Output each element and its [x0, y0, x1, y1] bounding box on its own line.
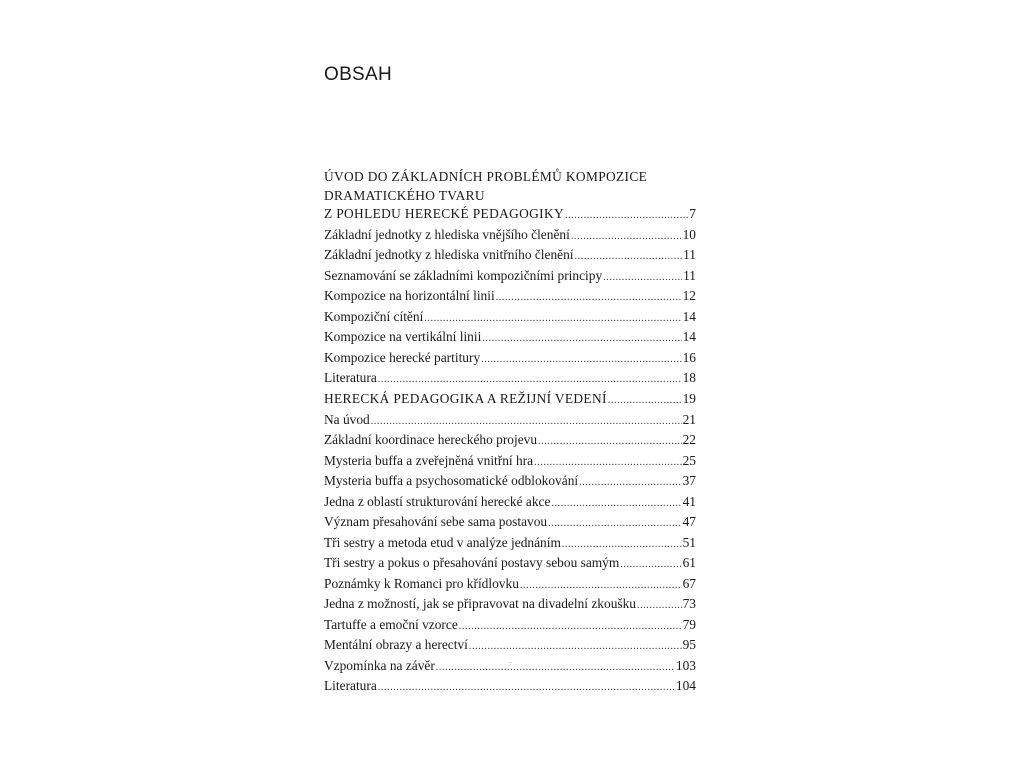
toc-entry[interactable] — [324, 328, 696, 349]
toc-entry-label: Z POHLEDU HERECKÉ PEDAGOGIKY — [324, 206, 565, 221]
leader-dots — [481, 351, 681, 370]
toc-entry-label: Kompozice na vertikální linii — [324, 329, 482, 344]
toc-entry[interactable] — [324, 246, 696, 267]
toc-entry-page: 103 — [675, 657, 696, 673]
toc-entry-label: Literatura — [324, 678, 377, 693]
leader-dots — [571, 228, 682, 247]
toc-entry-label: Základní jednotky z hlediska vnějšího členění — [324, 226, 570, 242]
leader-dots — [496, 289, 682, 308]
toc-entry-page: 19 — [682, 391, 696, 406]
leader-dots — [459, 618, 682, 637]
toc-entry[interactable] — [324, 226, 696, 247]
leader-dots — [565, 207, 688, 226]
leader-dots — [608, 392, 682, 411]
toc-entry-page: 73 — [682, 596, 696, 611]
toc-entry-page: 7 — [689, 206, 696, 221]
toc-entry-label: Mentální obrazy a herectví — [324, 637, 468, 652]
leader-dots — [579, 474, 681, 493]
toc-entry-label: Kompozice na horizontální linii — [324, 288, 495, 303]
toc-entry-label: Kompoziční cítění — [324, 308, 424, 324]
toc-entry[interactable] — [324, 287, 696, 308]
toc-entry[interactable] — [324, 616, 696, 637]
toc-entry-page: 14 — [682, 329, 696, 344]
toc-entry-label: Literatura — [324, 370, 377, 385]
toc-section-1 — [324, 168, 696, 390]
toc-entry-page: 14 — [682, 308, 696, 324]
leader-dots — [424, 310, 681, 329]
leader-dots — [378, 371, 682, 390]
toc-entry-page: 16 — [682, 349, 696, 365]
toc-entry[interactable] — [324, 267, 696, 288]
toc-entry[interactable] — [324, 554, 696, 575]
toc-entry-page: 10 — [682, 226, 696, 242]
toc-entry-page: 18 — [682, 370, 696, 385]
leader-dots — [551, 495, 681, 514]
leader-dots — [534, 454, 682, 473]
toc-entry[interactable] — [324, 349, 696, 370]
leader-dots — [620, 556, 681, 575]
toc-entry-label: Mysteria buffa a zveřejněná vnitřní hra — [324, 452, 534, 468]
section-heading-line: ÚVOD DO ZÁKLADNÍCH PROBLÉMŮ KOMPOZICE — [324, 169, 648, 184]
toc-entry-label: Základní koordinace hereckého projevu — [324, 432, 538, 447]
toc-entry-label: Na úvod — [324, 411, 370, 427]
toc-entry[interactable] — [324, 369, 696, 390]
leader-dots — [520, 577, 682, 596]
page-title: OBSAH — [324, 64, 393, 85]
leader-dots — [548, 515, 681, 534]
toc-entry[interactable] — [324, 452, 696, 473]
toc-entry[interactable] — [324, 472, 696, 493]
toc-entry[interactable] — [324, 575, 696, 596]
toc-entry-label: Jedna z oblastí strukturování herecké akce — [324, 493, 551, 509]
toc-entry-label: HERECKÁ PEDAGOGIKA A REŽIJNÍ VEDENÍ — [324, 391, 607, 406]
leader-dots — [378, 679, 675, 698]
toc-entry[interactable] — [324, 431, 696, 452]
toc-entry-label: Tři sestry a metoda etud v analýze jednáním — [324, 534, 561, 550]
toc-entry-page: 95 — [682, 637, 696, 652]
leader-dots — [637, 597, 682, 616]
leader-dots — [482, 330, 681, 349]
toc-entry-page: 22 — [682, 432, 696, 447]
toc-entry-label: Seznamování se základními kompozičními principy — [324, 267, 603, 283]
toc-entry[interactable] — [324, 411, 696, 432]
toc-entry-page: 61 — [682, 555, 696, 570]
toc-entry[interactable] — [324, 677, 696, 698]
leader-dots — [603, 269, 682, 288]
leader-dots — [562, 536, 682, 555]
toc-entry-page: 37 — [682, 473, 696, 488]
toc-entry-page: 11 — [683, 267, 696, 283]
toc-entry-page: 11 — [683, 247, 696, 262]
toc-entry-label: Tři sestry a pokus o přesahování postavy sebou samým — [324, 555, 620, 570]
toc-entry-page: 79 — [682, 616, 696, 632]
toc-entry[interactable] — [324, 205, 696, 226]
toc-entry-label: Kompozice herecké partitury — [324, 349, 481, 365]
toc-entry-label: Poznámky k Romanci pro křídlovku — [324, 575, 519, 591]
section-heading-line: DRAMATICKÉHO TVARU — [324, 187, 485, 203]
toc-entry-page: 41 — [682, 493, 696, 509]
toc-entry-page: 104 — [675, 678, 696, 693]
leader-dots — [436, 659, 675, 678]
scan-speck — [509, 662, 512, 663]
toc-entry[interactable] — [324, 636, 696, 657]
toc-entry-label: Význam přesahování sebe sama postavou — [324, 514, 548, 529]
toc-entry-label: Jedna z možností, jak se připravovat na divadelní zkoušku — [324, 596, 636, 611]
toc-entry-page: 47 — [682, 514, 696, 529]
toc-entry-page: 25 — [682, 452, 696, 468]
toc-entry-label: Základní jednotky z hlediska vnitřního členění — [324, 247, 574, 262]
toc-entry-label: Mysteria buffa a psychosomatické odblokování — [324, 473, 579, 488]
leader-dots — [575, 248, 683, 267]
toc-entry-label: Tartuffe a emoční vzorce — [324, 616, 458, 632]
toc-entry[interactable] — [324, 493, 696, 514]
leader-dots — [538, 433, 682, 452]
toc-entry[interactable] — [324, 534, 696, 555]
toc-entry-page: 67 — [682, 575, 696, 591]
toc-section-2 — [324, 390, 696, 698]
toc-entry[interactable] — [324, 513, 696, 534]
toc-entry[interactable] — [324, 595, 696, 616]
toc-entry[interactable] — [324, 390, 696, 411]
toc-entry-label: Vzpomínka na závěr — [324, 657, 435, 673]
toc-entry-page: 51 — [682, 534, 696, 550]
toc-entry-page: 21 — [682, 411, 696, 427]
toc-entry[interactable] — [324, 308, 696, 329]
toc-entry-page: 12 — [682, 288, 696, 303]
leader-dots — [469, 638, 682, 657]
toc-entry[interactable] — [324, 657, 696, 678]
leader-dots — [371, 413, 682, 432]
